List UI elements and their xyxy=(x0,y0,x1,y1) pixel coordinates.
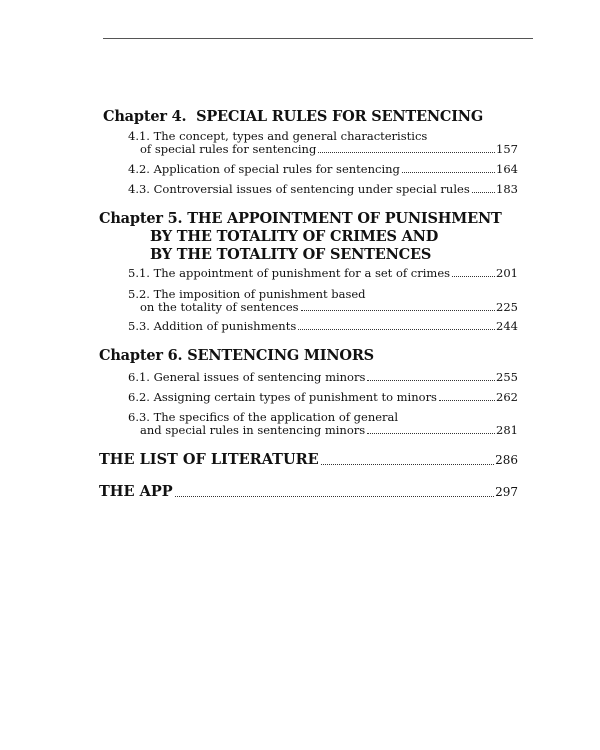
toc-entry-text: 4.2. Application of special rules for sentencing xyxy=(128,162,400,176)
page-number: 244 xyxy=(496,319,518,333)
toc-entry-text: 6.3. The specifics of the application of general xyxy=(128,410,399,424)
leader-dots xyxy=(472,192,495,193)
toc-entry-5-2[interactable] xyxy=(128,288,518,314)
toc-entry-6-1[interactable] xyxy=(128,371,518,384)
leader-dots xyxy=(321,464,494,465)
toc-entry-5-1[interactable] xyxy=(128,267,518,280)
chapter-6-number: Chapter 6. xyxy=(99,347,183,364)
toc-entry-text: 6.1. General issues of sentencing minors xyxy=(128,370,366,384)
leader-dots xyxy=(301,310,495,311)
toc-entry-text: on the totality of sentences xyxy=(140,300,299,314)
leader-dots xyxy=(439,400,495,401)
toc-entry-app[interactable] xyxy=(99,483,518,501)
leader-dots xyxy=(367,433,495,434)
page-number: 157 xyxy=(496,142,518,156)
toc-entry-text: 4.3. Controversial issues of sentencing under special rules xyxy=(128,182,470,196)
leader-dots xyxy=(298,329,495,330)
chapter-4-title: SPECIAL RULES FOR SENTENCING xyxy=(196,108,484,125)
leader-dots xyxy=(402,172,495,173)
toc-entry-text: 5.3. Addition of punishments xyxy=(128,319,297,333)
page-number: 286 xyxy=(495,453,518,467)
literature-title: THE LIST OF LITERATURE xyxy=(99,451,319,468)
chapter-4-heading xyxy=(103,108,483,126)
toc-entry-4-2[interactable] xyxy=(128,163,518,176)
chapter-6-title: SENTENCING MINORS xyxy=(187,347,374,364)
page-number: 281 xyxy=(496,423,518,437)
toc-entry-text: 6.2. Assigning certain types of punishment to minors xyxy=(128,390,437,404)
leader-dots xyxy=(318,152,495,153)
header-rule xyxy=(103,38,533,39)
chapter-5-title-line-1: THE APPOINTMENT OF PUNISHMENT xyxy=(187,210,502,227)
chapter-4-number: Chapter 4. xyxy=(103,108,187,125)
page-number: 225 xyxy=(496,300,518,314)
page-number: 255 xyxy=(496,370,518,384)
chapter-5-heading xyxy=(99,210,502,264)
leader-dots xyxy=(175,496,494,497)
toc-entry-text: 4.1. The concept, types and general characteristics xyxy=(128,129,428,143)
toc-entry-4-1[interactable] xyxy=(128,130,518,156)
chapter-5-title-line-3: BY THE TOTALITY OF SENTENCES xyxy=(150,246,432,263)
page-number: 262 xyxy=(496,390,518,404)
toc-entry-text: 5.1. The appointment of punishment for a set of crimes xyxy=(128,266,451,280)
app-title: THE APP xyxy=(99,483,173,500)
toc-entry-literature[interactable] xyxy=(99,451,518,469)
toc-entry-6-3[interactable] xyxy=(128,411,518,437)
chapter-5-number: Chapter 5. xyxy=(99,210,183,227)
page-number: 201 xyxy=(496,266,518,280)
leader-dots xyxy=(367,380,495,381)
chapter-5-title-line-2: BY THE TOTALITY OF CRIMES AND xyxy=(150,228,439,245)
toc-entry-4-3[interactable] xyxy=(128,183,518,196)
toc-entry-6-2[interactable] xyxy=(128,391,518,404)
page-number: 183 xyxy=(496,182,518,196)
page-number: 164 xyxy=(496,162,518,176)
toc-entry-text: 5.2. The imposition of punishment based xyxy=(128,287,366,301)
toc-entry-text: and special rules in sentencing minors xyxy=(140,423,366,437)
toc-entry-5-3[interactable] xyxy=(128,320,518,333)
toc-entry-text: of special rules for sentencing xyxy=(140,142,317,156)
chapter-6-heading xyxy=(99,347,374,365)
page-number: 297 xyxy=(495,485,518,499)
leader-dots xyxy=(452,276,495,277)
